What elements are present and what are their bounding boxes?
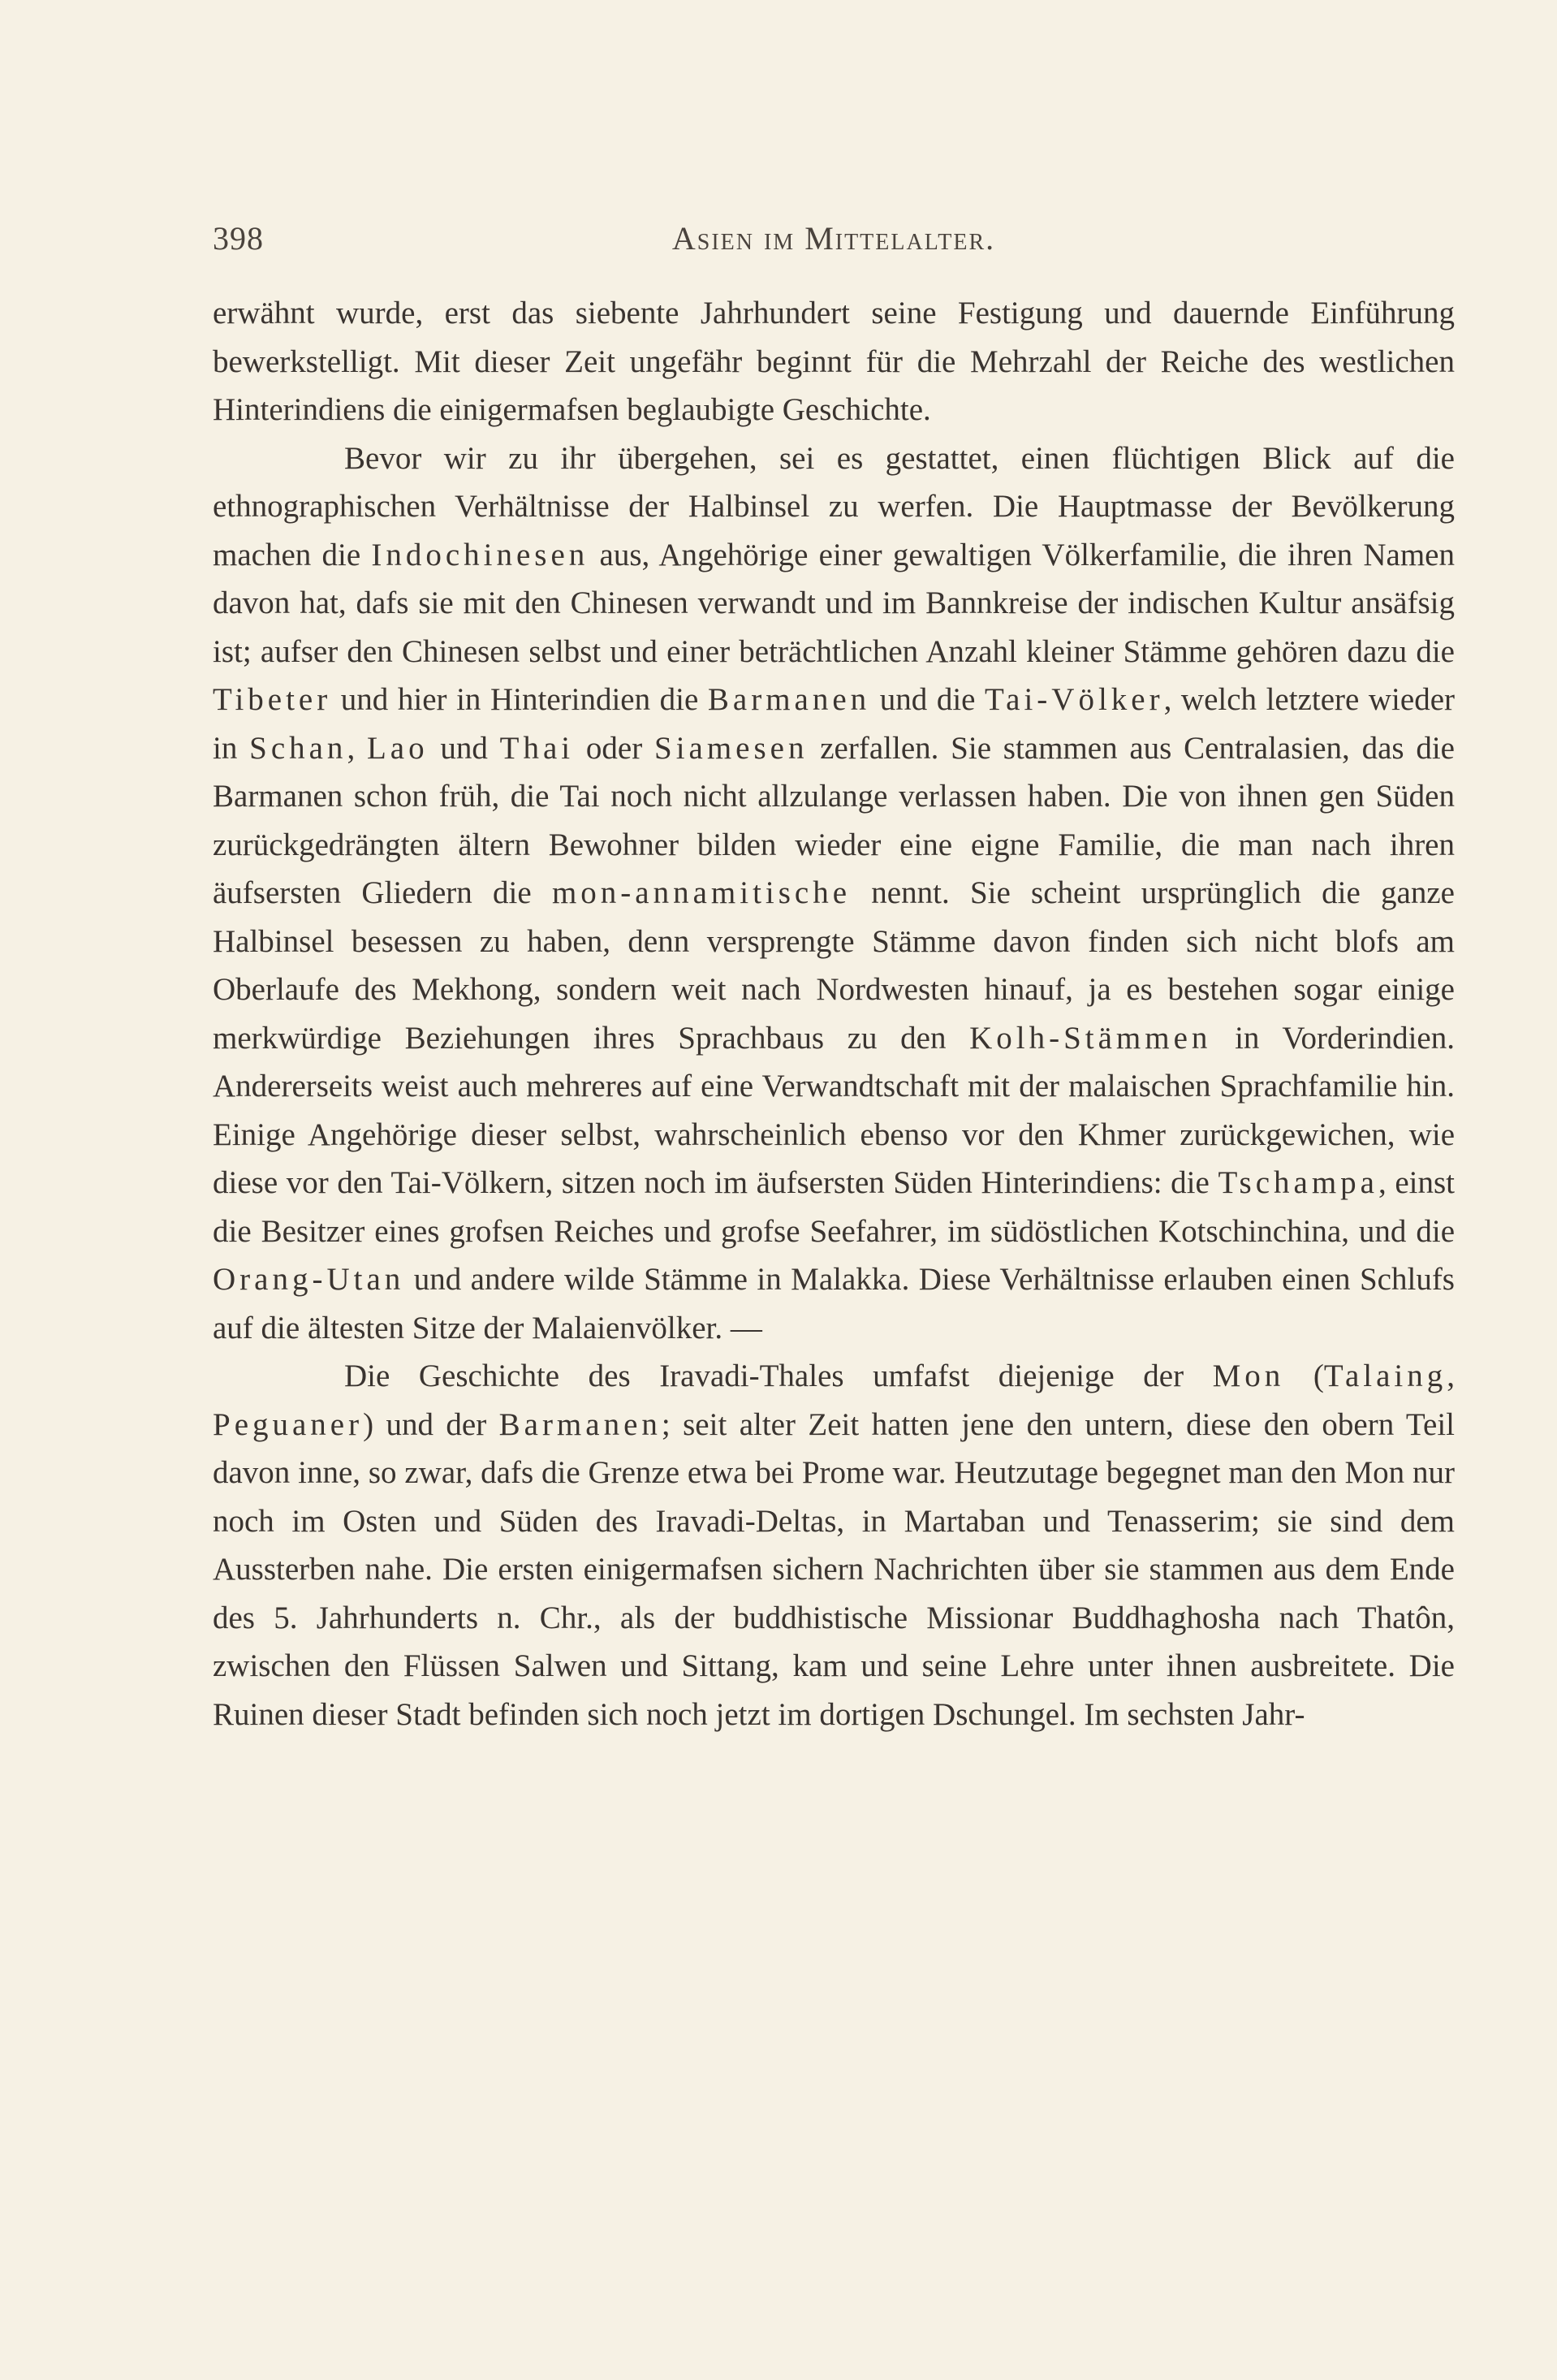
text-run: und hier in Hinterindien die bbox=[331, 682, 708, 717]
spaced-term: Barmanen bbox=[498, 1406, 662, 1442]
spaced-term: Orang-Utan bbox=[213, 1262, 405, 1297]
text-run: in Vorderindien. Andererseits weist auch mehreres auf eine Verwandtschaft mit der malaischen Sprachfamilie hin. Einige Angehörige dieser selbst, wahrscheinlich ebenso vor den Khmer zurückgewichen, wie diese vor den Tai-Völkern, sitzen noch im äufsersten Süden Hinterindiens: die bbox=[213, 1020, 1455, 1200]
spaced-term: Tschampa bbox=[1218, 1165, 1378, 1200]
paragraph bbox=[213, 289, 1455, 434]
text-run: und andere wilde Stämme in Malakka. Diese Verhältnisse erlauben einen Schlufs auf die ältesten Sitze der Malaienvölker. — bbox=[213, 1262, 1455, 1345]
paragraph bbox=[213, 1352, 1455, 1739]
text-run: ) und der bbox=[363, 1406, 499, 1442]
spaced-term: Barmanen bbox=[707, 682, 871, 717]
text-run: , welch letztere wieder in bbox=[213, 682, 1456, 766]
spaced-term: Kolh-Stämmen bbox=[969, 1020, 1212, 1056]
text-run: zerfallen. Sie stammen aus Centralasien, das die Barmanen schon früh, die Tai noch nicht allzulange verlassen haben. Die von ihnen gen Süden zurückgedrängten ältern Bewohner bilden wieder eine eigne Familie, die man nach ihren äufsersten Gliedern die bbox=[213, 730, 1455, 910]
running-title: Asien im Mittelalter. bbox=[671, 220, 996, 257]
spaced-term: Indochinesen bbox=[371, 537, 589, 572]
spaced-term: Siamesen bbox=[654, 730, 809, 766]
spaced-term: Tai-Völker bbox=[985, 682, 1164, 717]
spaced-term: Schan bbox=[249, 730, 347, 766]
spaced-term: Peguaner bbox=[213, 1406, 364, 1442]
text-run: erwähnt wurde, erst das siebente Jahrhundert seine Festigung und dauernde Einführung bewerkstelligt. Mit dieser Zeit ungefähr beginnt für die Mehrzahl der Reiche des westlichen Hinterindiens die einigermafsen beglaubigte Geschichte. bbox=[213, 296, 1455, 427]
text-run: , bbox=[1447, 1358, 1455, 1393]
running-head bbox=[213, 219, 1455, 268]
body-text bbox=[213, 289, 1455, 1739]
text-run: , bbox=[347, 730, 367, 766]
text-run: und bbox=[428, 730, 500, 766]
text-run: ( bbox=[1284, 1358, 1324, 1393]
spaced-term: Tibeter bbox=[213, 682, 332, 717]
text-run: , einst die Besitzer eines grofsen Reiches und grofse Seefahrer, im südöstlichen Kotschinchina, und die bbox=[213, 1165, 1455, 1249]
spaced-term: Lao bbox=[366, 730, 429, 766]
spaced-term: Thai bbox=[499, 730, 575, 766]
spaced-term: mon-annamitische bbox=[551, 875, 852, 910]
spaced-term: Talaing bbox=[1323, 1358, 1447, 1393]
text-run: ; seit alter Zeit hatten jene den untern, diese den obern Teil davon inne, so zwar, dafs die Grenze etwa bei Prome war. Heutzutage begegnet man den Mon nur noch im Osten und Süden des Iravadi-Deltas, in Martaban und Tenasserim; sie sind dem Aussterben nahe. Die ersten einigermafsen sichern Nachrichten über sie stammen aus dem Ende des 5. Jahrhunderts n. Chr., als der buddhistische Missionar Buddhaghosha nach Thatôn, zwischen den Flüssen Salwen und Sittang, kam und seine Lehre unter ihnen ausbreitete. Die Ruinen dieser Stadt befinden sich noch jetzt im dortigen Dschungel. Im sechsten Jahr- bbox=[213, 1406, 1455, 1732]
spaced-term: Mon bbox=[1212, 1358, 1285, 1393]
text-run: oder bbox=[574, 730, 654, 766]
text-run: Bevor wir zu ihr übergehen, sei es gestattet, einen flüchtigen Blick auf die ethnographischen Verhältnisse der Halbinsel zu werfen. Die Hauptmasse der Bevölkerung machen die bbox=[213, 440, 1455, 572]
text-run: Die Geschichte des Iravadi-Thales umfafst diejenige der bbox=[344, 1358, 1213, 1393]
paragraph bbox=[213, 434, 1455, 1353]
text-run: und die bbox=[870, 682, 986, 717]
text-run: aus, Angehörige einer gewaltigen Völkerfamilie, die ihren Namen davon hat, dafs sie mit den Chinesen verwandt und im Bannkreise der indischen Kultur ansäfsig ist; aufser den Chinesen selbst und einer beträchtlichen Anzahl kleiner Stämme gehören dazu die bbox=[213, 537, 1455, 669]
text-run: nennt. Sie scheint ursprünglich die ganze Halbinsel besessen zu haben, denn versprengte Stämme davon finden sich nicht blofs am Oberlaufe des Mekhong, sondern weit nach Nordwesten hinauf, ja es bestehen sogar einige merkwürdige Beziehungen ihres Sprachbaus zu den bbox=[213, 875, 1455, 1056]
page-number: 398 bbox=[213, 220, 264, 257]
